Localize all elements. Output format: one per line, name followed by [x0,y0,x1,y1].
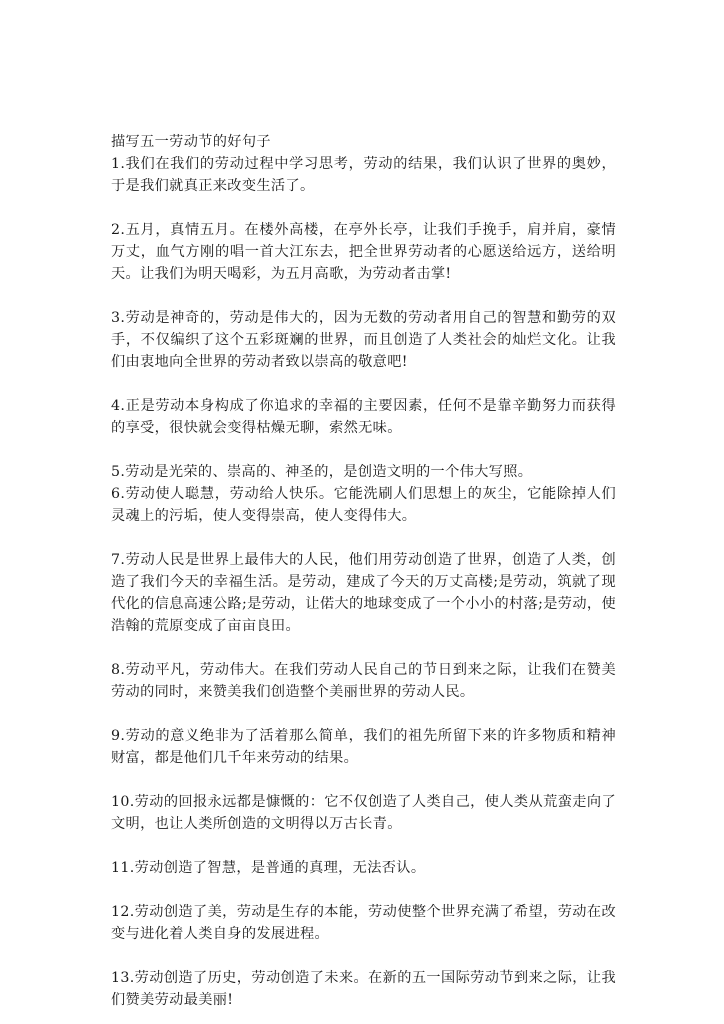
sentence-paragraph: 2.五月，真情五月。在楼外高楼，在亭外长亭，让我们手挽手，肩并肩，豪情万丈，血气方刚的唱一首大江东去，把全世界劳动者的心愿送给远方，送给明天。让我们为明天喝彩，为五月高歌，为劳动者击掌! [111,222,616,282]
sentence-paragraph: 13.劳动创造了历史，劳动创造了未来。在新的五一国际劳动节到来之际，让我们赞美劳动最美丽! [111,970,616,1008]
sentence-paragraph: 11.劳动创造了智慧，是普通的真理，无法否认。 [111,860,426,876]
sentence-paragraph: 3.劳动是神奇的，劳动是伟大的，因为无数的劳动者用自己的智慧和勤劳的双手，不仅编织了这个五彩斑斓的世界，而且创造了人类社会的灿烂文化。让我们由衷地向全世界的劳动者致以崇高的敬意吧! [111,310,616,370]
sentence-paragraph: 1.我们在我们的劳动过程中学习思考，劳动的结果，我们认识了世界的奥妙，于是我们就真正来改变生活了。 [111,156,616,194]
sentence-paragraph: 10.劳动的回报永远都是慷慨的：它不仅创造了人类自己，使人类从荒蛮走向了文明，也让人类所创造的文明得以万古长青。 [111,794,616,832]
sentence-paragraph: 6.劳动使人聪慧，劳动给人快乐。它能洗刷人们思想上的灰尘，它能除掉人们灵魂上的污垢，使人变得崇高，使人变得伟大。 [111,486,616,524]
document-page [111,131,616,1011]
sentence-paragraph: 4.正是劳动本身构成了你追求的幸福的主要因素，任何不是靠辛勤努力而获得的享受，很快就会变得枯燥无聊，索然无味。 [111,398,616,436]
sentence-list [111,153,616,1011]
sentence-paragraph: 5.劳动是光荣的、崇高的、神圣的，是创造文明的一个伟大写照。 [111,464,533,480]
sentence-paragraph: 9.劳动的意义绝非为了活着那么简单，我们的祖先所留下来的许多物质和精神财富，都是他们几千年来劳动的结果。 [111,728,616,766]
sentence-paragraph: 12.劳动创造了美，劳动是生存的本能，劳动使整个世界充满了希望，劳动在改变与进化着人类自身的发展进程。 [111,904,616,942]
document-title: 描写五一劳动节的好句子 [111,134,271,150]
sentence-paragraph: 7.劳动人民是世界上最伟大的人民，他们用劳动创造了世界，创造了人类，创造了我们今天的幸福生活。是劳动，建成了今天的万丈高楼;是劳动，筑就了现代化的信息高速公路;是劳动，让偌大的地球变成了一个小小的村落;是劳动，使浩翰的荒原变成了亩亩良田。 [111,552,616,634]
sentence-paragraph: 8.劳动平凡，劳动伟大。在我们劳动人民自己的节日到来之际，让我们在赞美劳动的同时，来赞美我们创造整个美丽世界的劳动人民。 [111,662,616,700]
